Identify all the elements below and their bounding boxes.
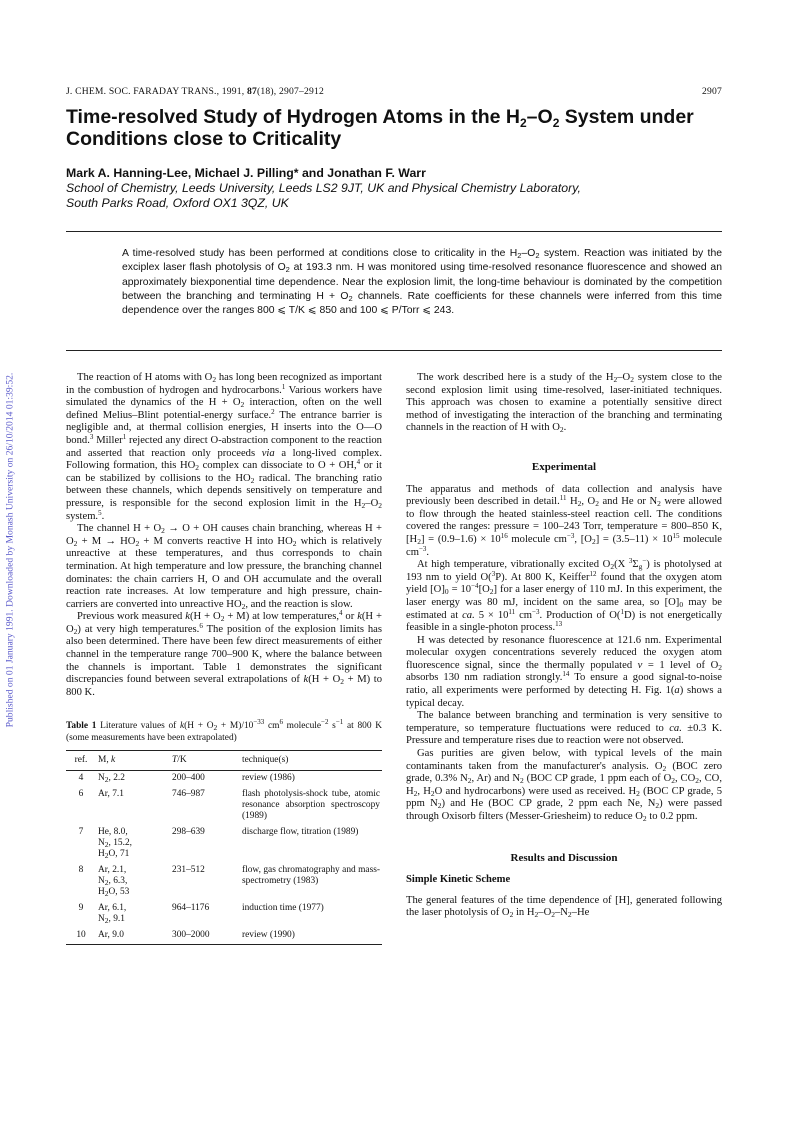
left-column (66, 372, 382, 945)
page-number: 2907 (702, 86, 722, 97)
abstract-rule (66, 350, 722, 351)
table-1-caption: Table 1 Literature values of $k(H + O_2 + M)/10^{-33}$ $cm^6$ molecule$^{-2}$ $s^{-1}$ at 800 K (some measurements have been extrapolated) (66, 718, 382, 743)
table-row: 8 Ar, 2.1, $N_2$, 6.3, $H_2O$, 53 231–512 flow, gas chromatography and mass-spectrometry (1983) (78, 864, 380, 898)
experimental-paragraph-4: The balance between branching and termination is very sensitive to temperature, so temperature fluctuations were reduced to ca. ±0.3 K. Pressure and temperature rises due to reaction were not observed. (406, 710, 722, 747)
experimental-paragraph-1: The apparatus and methods of data collection and analysis have previously been described in detail.$^{11}$ $H_2$, $O_2$ and He or $N_2$ were allowed to flow through the heated stainless-steel reaction cell. The conditions covered the ranges: pressure = 100–243 Torr, temperature = 800–850 K, $[H_2] = (0.9-1.6) \times 10^{16}$ molecule $cm^{-3}$, $[O_2] = (3.5-11) \times 10^{15}$ molecule $cm^{-3}$. (406, 483, 722, 558)
article-title: Time-resolved Study of Hydrogen Atoms in the $H_2-O_2$ System under Conditions close to Criticality (66, 106, 694, 150)
table-row: 10 Ar, 9.0 300–2000 review (1990) (66, 928, 382, 945)
right-column (406, 372, 722, 920)
table-1 (66, 750, 382, 945)
results-paragraph-1: The general features of the time dependence of [H], generated following the laser photolysis of $O_2$ in $H_2-O_2-N_2-He$ (406, 894, 722, 920)
experimental-paragraph-2: At high temperature, vibrationally excited $O_2(X$ $^3\Sigma_g^-$) is photolysed at 193 nm to yield O($^3$P). At 800 K, Keiffer$^{12}$ found that the oxygen atom yield $[O]_0 = 10^{-4}[O_2]$ for a laser energy of 110 mJ. In this experiment, the laser energy was 80 mJ, incident on the same area, so $[O]_0$ may be estimated at ca. $5 \times 10^{11}$ $cm^{-3}$. Production of O($^1$D) is not energetically feasible in a single-photon process.$^{13}$ (406, 557, 723, 634)
intro-paragraph-3: Previous work measured $k(H + O_2 + M)$ at low temperatures,$^4$ or $k(H + O_2)$ at very high temperatures.$^6$ The position of the explosion limits has also been determined. There have been few direct measurements of either channel in the temperature range 700–900 K, where the balance between the channels is important. Table 1 demonstrates the significant discrepancies found between several extrapolations of $k(H + O_2 + M)$ to 800 K. (66, 609, 383, 698)
author-list: Mark A. Hanning-Lee, Michael J. Pilling* and Jonathan F. Warr (66, 166, 426, 180)
intro-paragraph-1: The reaction of H atoms with $O_2$ has long been recognized as important in the combustion of hydrogen and hydrocarbons.$^1$ Various workers have simulated the dynamics of the $H + O_2$ interaction, often on the well defined Melius–Blint potential-energy surface.$^2$ The entrance barrier is negligible and, at thermal collision energies, H inserts into the O—O bond.$^3$ Miller$^1$ rejected any direct O-abstraction component to the reaction and asserted that reaction only proceeds via a long-lived complex. Following formation, this $HO_2$ complex can dissociate to O + OH,$^4$ or it can be stabilized by collisions to the $HO_2$ radical. The branching ratio between these channels, which depends sensitively on temperature and pressure, is responsible for the second explosion limit in the $H_2-O_2$ system.$^5$. (66, 372, 383, 522)
col-header-technique: technique(s) (240, 750, 382, 770)
table-header-row (66, 750, 382, 770)
table-row: 6 Ar, 7.1 746–987 flash photolysis-shock tube, atomic resonance absorption spectroscopy (1989) (78, 788, 380, 821)
col-header-t: T/K (170, 750, 240, 770)
table-row: 7 He, 8.0, $N_2$, 15.2, $H_2O$, 71 298–639 discharge flow, titration (1989) (78, 826, 359, 860)
affiliation: School of Chemistry, Leeds University, Leeds LS2 9JT, UK and Physical Chemistry Laboratory, South Parks Road, Oxford OX1 3QZ, UK (66, 181, 581, 210)
top-rule (66, 231, 722, 232)
section-heading-experimental: Experimental (531, 460, 597, 473)
intro-paragraph-4: The work described here is a study of the $H_2-O_2$ system close to the second explosion limit using time-resolved, laser-initiated techniques. This approach was chosen to examine a potentially sensitive direct method of investigating the interaction of the branching and terminating channels in the reaction of H with $O_2$. (406, 372, 722, 435)
table-row: 4 $N_2$, 2.2 200–400 review (1986) (78, 772, 295, 784)
download-watermark (2, 270, 18, 830)
intro-paragraph-2: The channel $H + O_2 \to O$ + OH causes chain branching, whereas $H + O_2 + M \to HO_2 + M$ converts reactive H into $HO_2$ which is relatively unreactive at these temperatures, and thus corresponds to chain termination. At high temperature and low pressure, the branching channel dominates: the chain carriers H, O and OH accumulate and the overall reaction rate increases. At low temperature and high pressure, chain-carriers are converted into unreactive $HO_2$, and the reaction is slow. (66, 523, 383, 611)
experimental-paragraph-5: Gas purities are given below, with typical levels of the main contaminants taken from the manufacturer's analysis. $O_2$ (BOC zero grade, 0.3% $N_2$, Ar) and $N_2$ (BOC CP grade, 1 ppm each of $O_2$, $CO_2$, CO, $H_2$, $H_2O$ and hydrocarbons) were used as received. $H_2$ (BOC CP grade, 5 ppm $N_2$) and He (BOC CP grade, 2 ppm each Ne, $N_2$) were passed through Oxisorb filters (Messer-Griesheim) to reduce $O_2$ to 0.2 ppm. (406, 748, 723, 823)
table-row: 9 Ar, 6.1, $N_2$, 9.1 964–1176 induction time (1977) (78, 902, 324, 925)
abstract: A time-resolved study has been performed at conditions close to criticality in the $H_2-O_2$ system. Reaction was initiated by the exciplex laser flash photolysis of $O_2$ at 193.3 nm. H was monitored using time-resolved resonance fluorescence and showed an approximately biexponential time dependence. Near the explosion limit, the long-time behaviour is dominated by the competition between the branching and terminating $H + O_2$ channels. Rate coefficients for these channels were inferred from this time dependence over the ranges 800 ⩽ T/K ⩽ 850 and 100 ⩽ P/Torr ⩽ 243. (122, 248, 722, 317)
running-header (66, 86, 722, 97)
section-heading-results: Results and Discussion (510, 851, 618, 864)
journal-citation: J. CHEM. SOC. FARADAY TRANS., 1991, 87(18), 2907–2912 (66, 86, 324, 97)
col-header-ref: ref. (66, 750, 96, 770)
download-watermark-text: Published on 01 January 1991. Downloaded by Monash University on 26/10/2014 01:39:52. (4, 372, 16, 728)
subsection-heading-kinetic-scheme: Simple Kinetic Scheme (406, 874, 511, 886)
col-header-m: M, k (96, 750, 170, 770)
experimental-paragraph-3: H was detected by resonance fluorescence at 121.6 nm. Experimental molecular oxygen concentrations severely reduced the oxygen atom fluorescence signal, since the thermally populated v = 1 level of $O_2$ absorbs 130 nm radiation strongly.$^{14}$ To ensure a good signal-to-noise ratio, all experiments were performed by detecting H. Fig. 1(a) shows a typical decay. (406, 634, 722, 709)
